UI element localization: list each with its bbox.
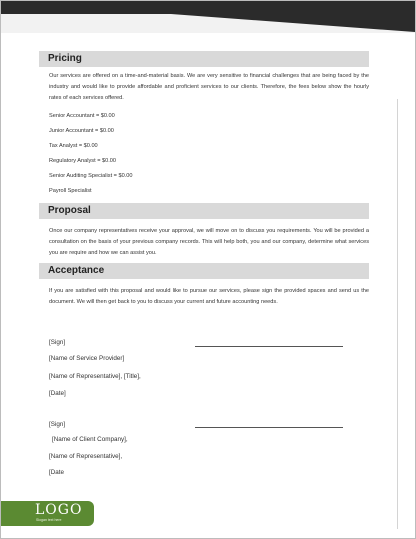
- proposal-heading: Proposal: [48, 205, 91, 216]
- logo: [1, 501, 94, 526]
- pricing-intro-text: Our services are offered on a time-and-material basis. We are very sensitive to financial challenges that are being faced by the industry and would like to provide affordable and proficient services to our clients. Therefore, the fees below show the hourly rates of each services offered.: [49, 73, 369, 102]
- rate-item: Payroll Specialist: [49, 188, 92, 194]
- pricing-heading: Pricing: [48, 53, 82, 64]
- proposal-section-header: [39, 203, 369, 219]
- client-representative-placeholder: [Name of Representative],: [49, 453, 123, 460]
- acceptance-heading: Acceptance: [48, 265, 105, 276]
- logo-text: LOGO: [35, 502, 83, 518]
- client-date-placeholder: [Date: [49, 469, 65, 476]
- right-margin-rule: [397, 99, 398, 529]
- rate-item: Tax Analyst = $0.00: [49, 143, 98, 149]
- pricing-section-header: [39, 51, 369, 67]
- provider-signature-line[interactable]: [195, 346, 343, 347]
- client-company-placeholder: [Name of Client Company],: [52, 436, 128, 443]
- rate-item: Senior Auditing Specialist = $0.00: [49, 173, 133, 179]
- logo-tagline: Slogan text here: [36, 518, 62, 522]
- provider-date-placeholder: [Date]: [49, 390, 66, 397]
- provider-sign-label: [Sign]: [49, 339, 66, 346]
- rate-item: Senior Accountant = $0.00: [49, 113, 115, 119]
- provider-name-placeholder: [Name of Service Provider]: [49, 355, 125, 362]
- client-sign-label: [Sign]: [49, 421, 66, 428]
- acceptance-body-text: If you are satisfied with this proposal and would like to pursue our services, please sign the provided spaces and send us the document. We will then get back to you to discuss your current and future accounting needs.: [49, 288, 369, 306]
- rate-item: Junior Accountant = $0.00: [49, 128, 114, 134]
- client-signature-line[interactable]: [195, 427, 343, 428]
- rate-item: Regulatory Analyst = $0.00: [49, 158, 117, 164]
- proposal-body-text: Once our company representatives receive your approval, we will move on to discuss you requirements. You will be provided a consultation on the basis of your previous company records. This will help both, you and our company, determine what services you are require and how we can assist you.: [49, 228, 369, 257]
- top-decorative-band: [1, 1, 415, 33]
- provider-representative-placeholder: [Name of Representative], [Title],: [49, 373, 141, 380]
- acceptance-section-header: [39, 263, 369, 279]
